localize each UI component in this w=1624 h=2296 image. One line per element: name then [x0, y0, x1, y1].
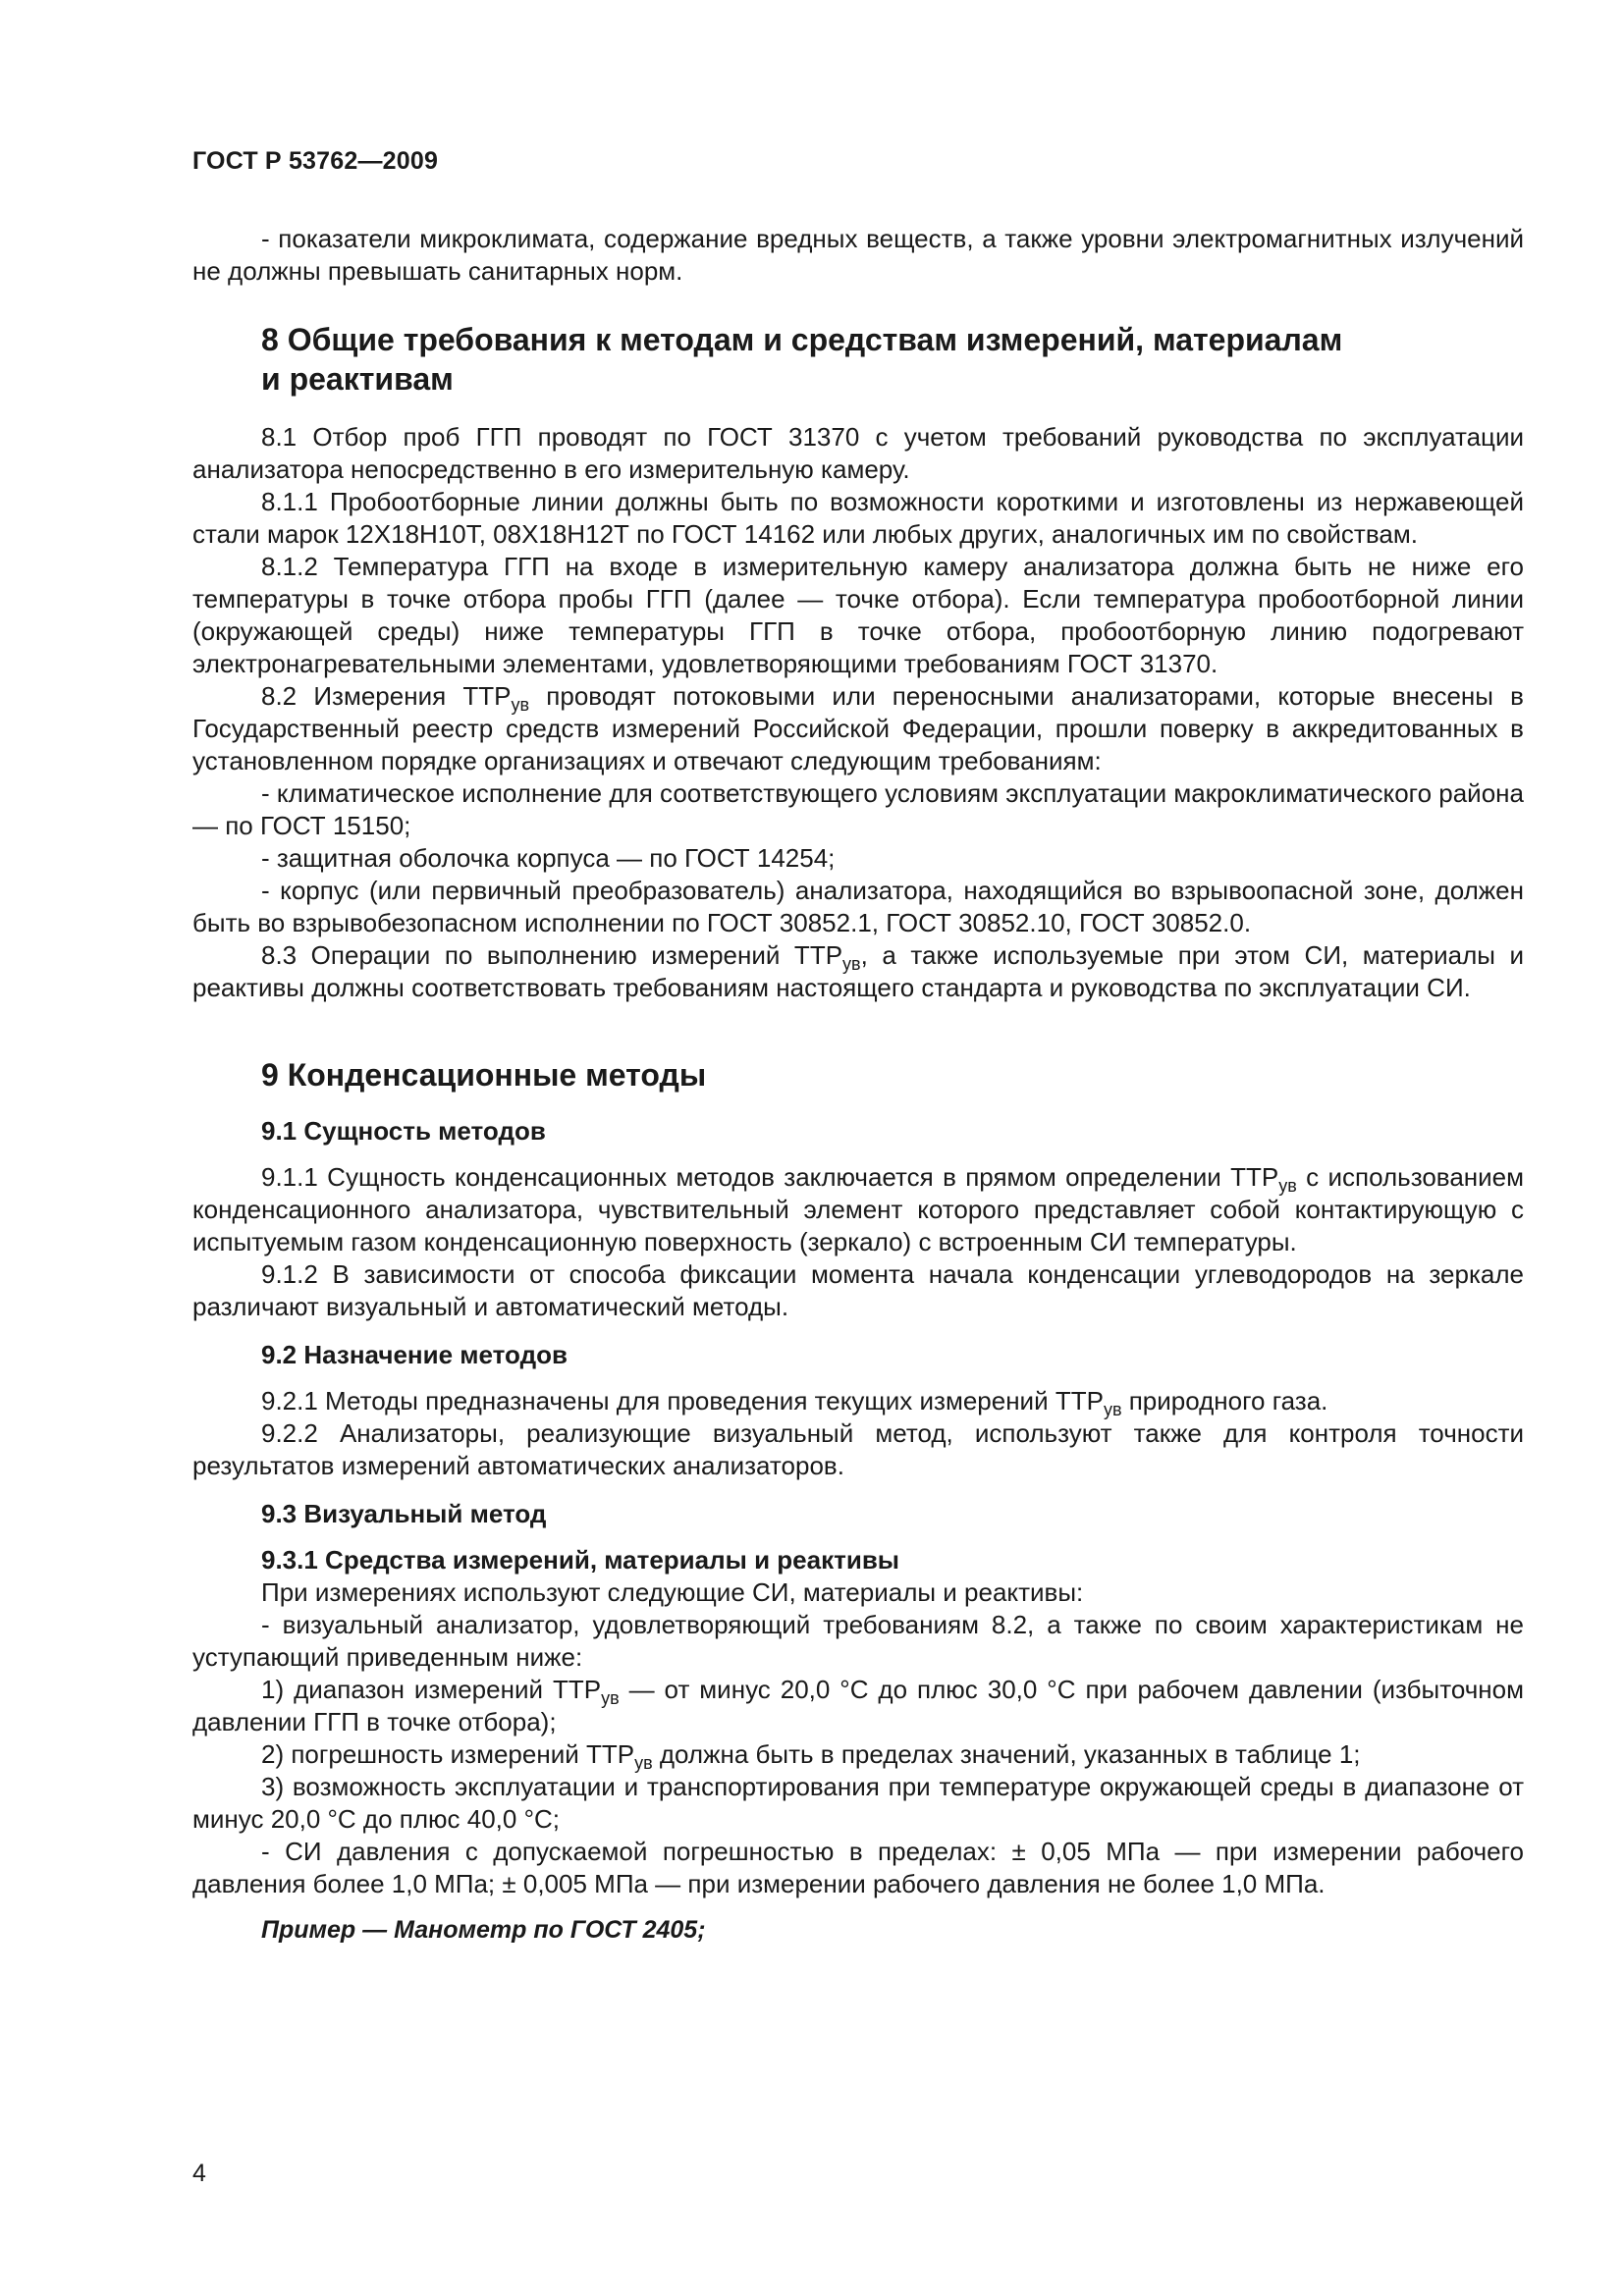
page-content — [192, 223, 1524, 1947]
section-9-title: 9 Конденсационные методы — [261, 1057, 707, 1093]
subsection-9-2-title: 9.2 Назначение методов — [261, 1340, 568, 1369]
paragraph-8-1-1: 8.1.1 Пробоотборные линии должны быть по возможности короткими и изготовлены из нержавеющей стали марок 12Х18Н10Т, 08Х18Н12Т по ГОСТ 14162 или любых других, аналогичных им по свойствам. — [192, 487, 1524, 549]
list-item-range-start: 1) диапазон измерений ТТР — [261, 1675, 602, 1704]
paragraph-9-2-1-start: 9.2.1 Методы предназначены для проведения текущих измерений ТТР — [261, 1386, 1104, 1415]
paragraph-8-3-rest: , а также используемые при этом СИ, материалы и реактивы должны соответствовать требованиям настоящего стандарта и руководства по эксплуатации СИ. — [192, 940, 1524, 1002]
paragraph-microclimate: - показатели микроклимата, содержание вредных веществ, а также уровни электромагнитных излучений не должны превышать санитарных норм. — [192, 224, 1524, 286]
list-item-enclosure: - защитная оболочка корпуса — по ГОСТ 14254; — [261, 843, 836, 873]
section-8-title-line1: 8 Общие требования к методам и средствам измерений, материалам — [261, 322, 1343, 357]
list-item-explosion-proof: - корпус (или первичный преобразователь) анализатора, находящийся во взрывоопасной зоне, должен быть во взрывобезопасном исполнении по ГОСТ 30852.1, ГОСТ 30852.10, ГОСТ 30852.0. — [192, 876, 1524, 937]
subscript-uv: ув — [511, 695, 530, 715]
paragraph-8-2 — [192, 680, 1524, 777]
paragraph-8-3 — [192, 939, 1524, 1004]
list-item-pressure-gauge: - СИ давления с допускаемой погрешностью в пределах: ± 0,05 МПа — при измерении рабочего давления более 1,0 МПа; ± 0,005 МПа — при измерении рабочего давления не более 1,0 МПа. — [192, 1837, 1524, 1898]
paragraph-9-1-1-start: 9.1.1 Сущность конденсационных методов заключается в прямом определении ТТР — [261, 1162, 1279, 1192]
paragraph-9-2-1-rest: природного газа. — [1121, 1386, 1328, 1415]
paragraph-9-2-1 — [192, 1385, 1524, 1417]
list-item-error — [192, 1738, 1524, 1771]
subscript-uv: ув — [601, 1688, 620, 1708]
section-8-title-line2: и реактивам — [261, 361, 454, 397]
subsection-9-3-1-title: 9.3.1 Средства измерений, материалы и реактивы — [261, 1545, 899, 1575]
paragraph-9-3-1-intro: При измерениях используют следующие СИ, материалы и реактивы: — [261, 1577, 1084, 1607]
paragraph-9-1-2: 9.1.2 В зависимости от способа фиксации момента начала конденсации углеводородов на зеркале различают визуальный и автоматический методы. — [192, 1259, 1524, 1321]
list-item-visual-analyzer: - визуальный анализатор, удовлетворяющий требованиям 8.2, а также по своим характеристикам не уступающий приведенным ниже: — [192, 1610, 1524, 1672]
paragraph-9-1-1-rest: с использованием конденсационного анализатора, чувствительный элемент которого представляет собой контактирующую с испытуемым газом конденсационную поверхность (зеркало) с встроенным СИ температуры. — [192, 1162, 1524, 1256]
standard-header: ГОСТ Р 53762—2009 — [192, 147, 439, 175]
list-item-operation: 3) возможность эксплуатации и транспортирования при температуре окружающей среды в диапазоне от минус 20,0 °С до плюс 40,0 °С; — [192, 1772, 1524, 1834]
subscript-uv: ув — [1278, 1176, 1297, 1196]
list-item-climate: - климатическое исполнение для соответствующего условиям эксплуатации макроклиматического района — по ГОСТ 15150; — [192, 778, 1524, 840]
list-item-range — [192, 1674, 1524, 1738]
paragraph-8-2-rest: проводят потоковыми или переносными анализаторами, которые внесены в Государственный реестр средств измерений Российской Федерации, прошли поверку в аккредитованных в установленном порядке организациях и отвечают следующим требованиям: — [192, 681, 1524, 775]
paragraph-9-2-2: 9.2.2 Анализаторы, реализующие визуальный метод, используют также для контроля точности результатов измерений автоматических анализаторов. — [192, 1418, 1524, 1480]
paragraph-8-1-2: 8.1.2 Температура ГГП на входе в измерительную камеру анализатора должна быть не ниже его температуры в точке отбора пробы ГГП (далее — точке отбора). Если температура пробоотборной линии (окружающей среды) ниже температуры ГГП в точке отбора, пробоотборную линию подогревают электронагревательными элементами, удовлетворяющими требованиям ГОСТ 31370. — [192, 552, 1524, 678]
subscript-uv: ув — [1103, 1400, 1122, 1419]
list-item-range-rest: — от минус 20,0 °С до плюс 30,0 °С при рабочем давлении (избыточном давлении ГГП в точке отбора); — [192, 1675, 1524, 1736]
example-note: Пример — Манометр по ГОСТ 2405; — [261, 1916, 706, 1944]
page-number: 4 — [192, 2160, 206, 2187]
section-8-heading — [192, 320, 1524, 399]
subscript-uv: ув — [634, 1753, 653, 1773]
paragraph-8-3-start: 8.3 Операции по выполнению измерений ТТР — [261, 940, 843, 970]
paragraph-8-1: 8.1 Отбор проб ГГП проводят по ГОСТ 31370 с учетом требований руководства по эксплуатации анализатора непосредственно в его измерительную камеру. — [192, 422, 1524, 484]
subscript-uv: ув — [842, 954, 861, 974]
paragraph-8-2-start: 8.2 Измерения ТТР — [261, 681, 512, 711]
paragraph-9-1-1 — [192, 1161, 1524, 1258]
list-item-error-rest: должна быть в пределах значений, указанных в таблице 1; — [652, 1739, 1361, 1769]
subsection-9-3-title: 9.3 Визуальный метод — [261, 1499, 547, 1528]
subsection-9-1-title: 9.1 Сущность методов — [261, 1116, 546, 1146]
list-item-error-start: 2) погрешность измерений ТТР — [261, 1739, 635, 1769]
